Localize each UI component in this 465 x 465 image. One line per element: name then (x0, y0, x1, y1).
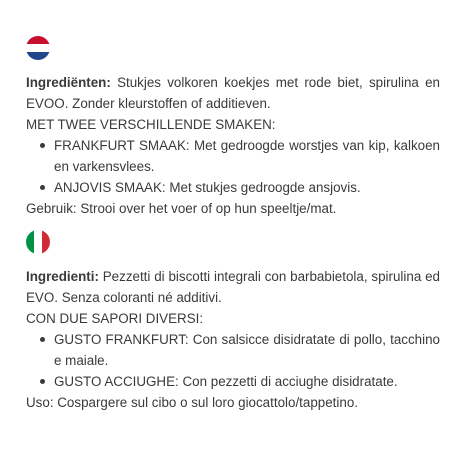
italian-section (26, 230, 440, 413)
list-item: FRANKFURT SMAAK: Met gedroogde worstjes van kip, kalkoen en varkensvlees. (26, 135, 440, 177)
netherlands-flag-icon (26, 36, 50, 60)
nl-ingredients-text: Stukjes volkoren koekjes met rode biet, spirulina en EVOO. Zonder kleurstoffen of additieven. (26, 75, 440, 111)
list-item: GUSTO FRANKFURT: Con salsicce disidratate di pollo, tacchino e maiale. (26, 329, 440, 371)
nl-ingredients (26, 72, 440, 114)
flag-stripe-white (34, 230, 42, 254)
nl-ingredients-label: Ingrediënten: (26, 75, 111, 90)
flag-stripe-red (42, 230, 50, 254)
dutch-section (26, 36, 440, 219)
it-ingredients-label: Ingredienti: (26, 269, 99, 284)
nl-usage: Gebruik: Strooi over het voer of op hun speeltje/mat. (26, 201, 337, 216)
flag-stripe-blue (26, 52, 50, 60)
italy-flag-icon (26, 230, 50, 254)
it-flavors-heading: CON DUE SAPORI DIVERSI: (26, 311, 204, 326)
it-ingredients (26, 266, 440, 308)
flag-stripe-white (26, 44, 50, 52)
it-usage: Uso: Cospargere sul cibo o sul loro giocattolo/tappetino. (26, 395, 358, 410)
list-item: ANJOVIS SMAAK: Met stukjes gedroogde ansjovis. (26, 177, 440, 198)
flag-stripe-red (26, 36, 50, 44)
list-item: GUSTO ACCIUGHE: Con pezzetti di acciughe disidratate. (26, 371, 440, 392)
nl-flavor-list (26, 135, 440, 198)
nl-flavors-heading: MET TWEE VERSCHILLENDE SMAKEN: (26, 117, 276, 132)
it-ingredients-text: Pezzetti di biscotti integrali con barbabietola, spirulina ed EVO. Senza coloranti né additivi. (26, 269, 440, 305)
it-flavor-list (26, 329, 440, 392)
flag-stripe-green (26, 230, 34, 254)
